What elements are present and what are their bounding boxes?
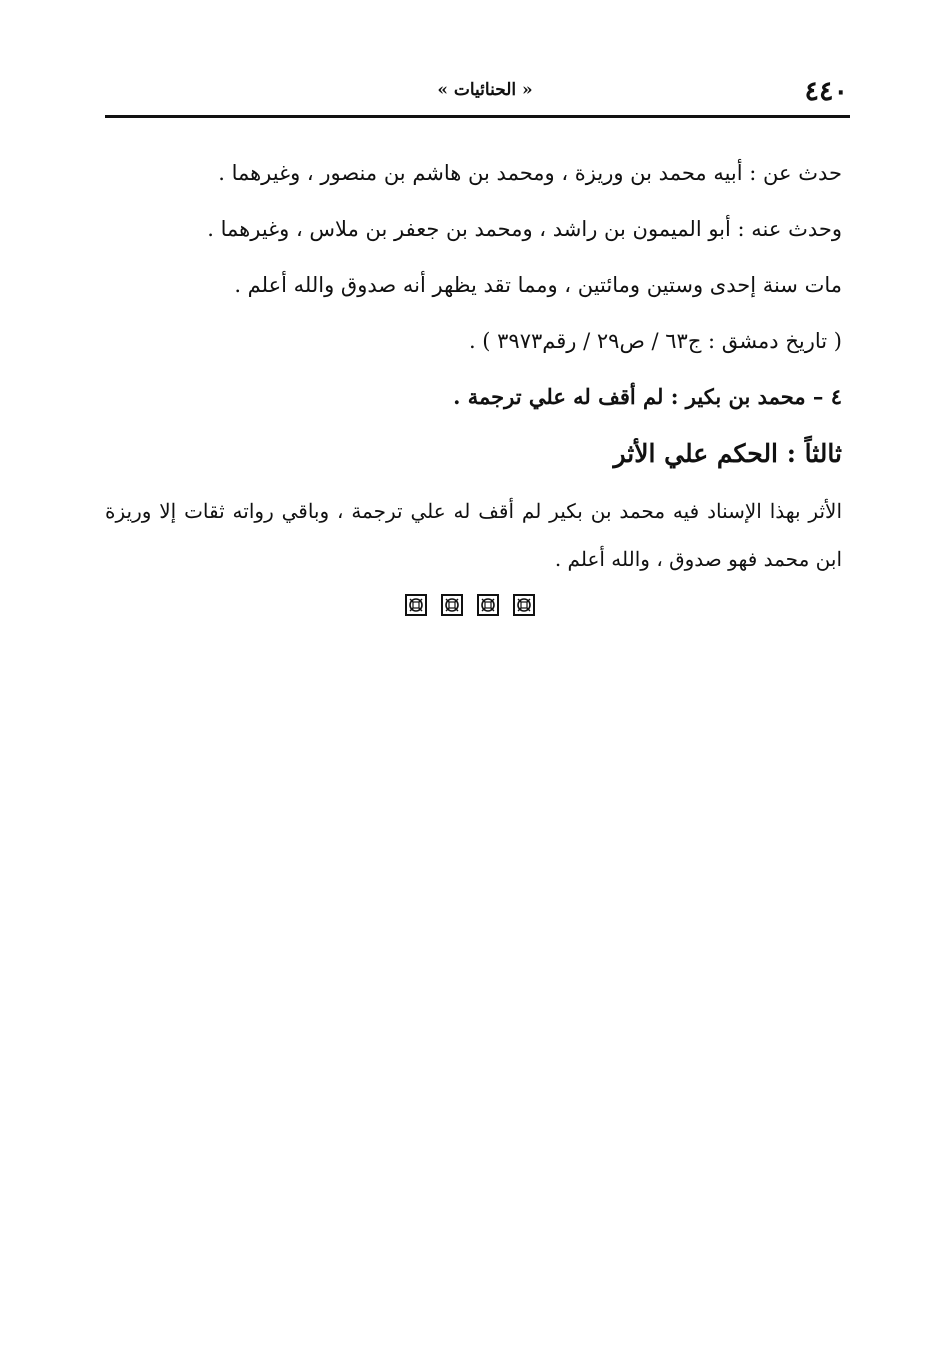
page-header — [105, 74, 850, 114]
text-line-death: مات سنة إحدى وستين ومائتين ، ومما تقد يظهر أنه صدوق والله أعلم . — [234, 273, 842, 297]
decorative-knot-icon — [405, 594, 427, 616]
decorative-knot-icon — [477, 594, 499, 616]
header-rule — [105, 115, 850, 118]
decorative-knot-icon — [441, 594, 463, 616]
decorative-knot-icon — [513, 594, 535, 616]
verdict-paragraph: الأثر بهذا الإسناد فيه محمد بن بكير لم أقف له علي ترجمة ، وباقي رواته ثقات إلا وريزة ابن محمد فهو صدوق ، والله أعلم . — [105, 499, 842, 571]
text-line-narrator-4: ٤ – محمد بن بكير : لم أقف له علي ترجمة . — [453, 384, 842, 409]
section-ornaments — [405, 594, 545, 620]
text-line-narrated-from: حدث عن : أبيه محمد بن وريزة ، ومحمد بن هاشم بن منصور ، وغيرهما . — [218, 161, 842, 185]
page-number: ٤٤٠ — [804, 76, 848, 107]
section-heading: ثالثاً : الحكم علي الأثر — [613, 439, 842, 468]
text-line-narrated-by: وحدث عنه : أبو الميمون بن راشد ، ومحمد بن جعفر بن ملاس ، وغيرهما . — [207, 217, 842, 241]
text-line-reference: ( تاريخ دمشق : ج٦٣ / ص٢٩ / رقم٣٩٧٣ ) . — [468, 329, 842, 353]
body-text — [105, 145, 842, 583]
running-title: « الحنائيات » — [437, 80, 533, 100]
